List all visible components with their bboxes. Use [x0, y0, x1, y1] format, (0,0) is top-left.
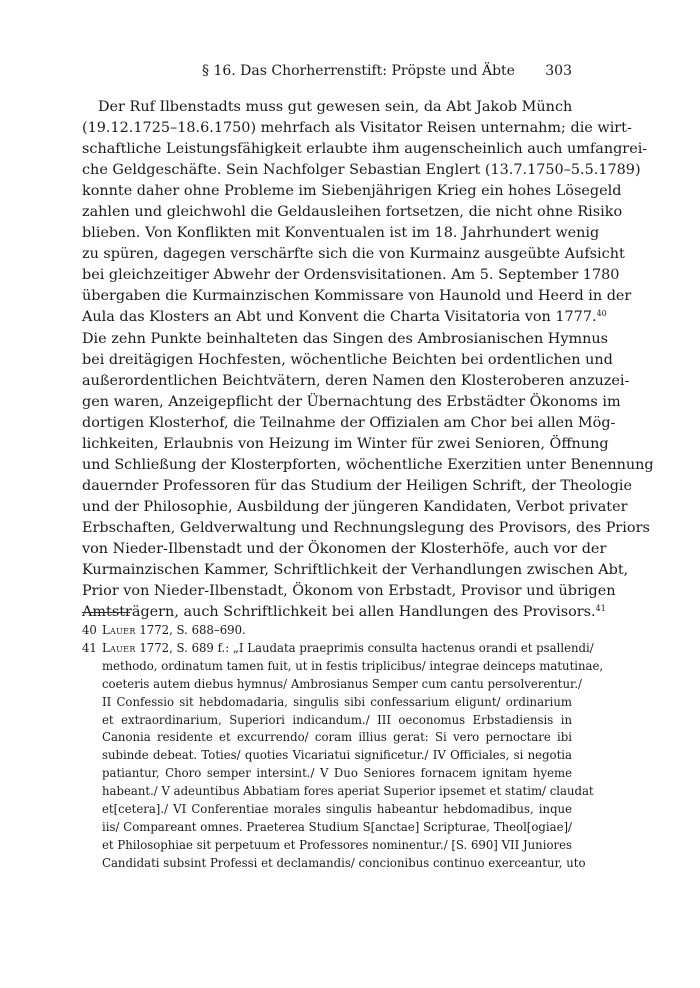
footnote-line: patiantur, Choro semper intersint./ V Duo Seniores fornacem ignitam hyeme: [102, 766, 572, 781]
text-line: übergaben die Kurmainzischen Kommissare von Haunold und Heerd in der: [82, 288, 632, 305]
footnote-separator: [82, 612, 130, 613]
footnote-line: Lauer 1772, S. 689 f.: „I Laudata praeprimis consulta hactenus orandi et psallendi/: [102, 640, 594, 655]
footnote-line: et Philosophiae sit perpetuum et Professores nominentur./ [S. 690] VII Juniores: [102, 837, 572, 852]
text-line: konnte daher ohne Probleme im Siebenjährigen Krieg ein hohes Lösegeld: [82, 183, 622, 200]
footnote-line: Candidati subsint Professi et declamandis/ concionibus continuo exerceantur, uto: [102, 855, 586, 870]
footnote-number: 41: [82, 640, 97, 655]
text-line: Die zehn Punkte beinhalteten das Singen des Ambrosianischen Hymnus: [82, 330, 609, 347]
author-name: Lauer: [102, 640, 136, 655]
footnote-line: II Confessio sit hebdomadaria, singulis sibi confessarium eligunt/ ordinarium: [102, 694, 572, 709]
footnote-ref-41: 41: [595, 604, 606, 614]
text-line: gen waren, Anzeigepflicht der Übernachtung des Erbstädter Ökonoms im: [82, 393, 621, 410]
text-line: Der Ruf Ilbenstadts muss gut gewesen sein, da Abt Jakob Münch: [98, 99, 573, 115]
text-line: che Geldgeschäfte. Sein Nachfolger Sebastian Englert (13.7.1750–5.5.1789): [82, 162, 641, 179]
text-line: schaftliche Leistungsfähigkeit erlaubte ihm augenscheinlich auch umfangrei-: [82, 141, 648, 158]
footnote-41: [82, 640, 604, 873]
text-line: Aula das Klosters an Abt und Konvent die Charta Visitatoria von 1777.: [82, 309, 597, 326]
footnote-line: coeteris autem diebus hymnus/ Ambrosianus Semper cum cantu persolverentur./: [102, 676, 582, 691]
footnotes: [82, 622, 604, 873]
footnote-line: et extraordinarium, Superiori indicandum./ III oeconomus Erbstadiensis in: [102, 712, 572, 727]
text-line: (19.12.1725–18.6.1750) mehrfach als Visitator Reisen unternahm; die wirt-: [82, 120, 632, 137]
footnote-line: iis/ Compareant omnes. Praeterea Studium S[anctae] Scripturae, Theol[ogiae]/: [102, 819, 572, 834]
text-line: Kurmainzischen Kammer, Schriftlichkeit der Verhandlungen zwischen Abt,: [82, 562, 629, 579]
text-line: lichkeiten, Erlaubnis von Heizung im Winter für zwei Senioren, Öffnung: [82, 435, 609, 452]
text-line: zu spüren, dagegen verschärfte sich die von Kurmainz ausgeübte Aufsicht: [82, 246, 625, 263]
text-line: bei dreitägigen Hochfesten, wöchentliche Beichten bei ordentlichen und: [82, 351, 613, 368]
footnote-ref-40: 40: [596, 309, 607, 319]
footnote-number: 40: [82, 623, 97, 637]
chapter-title: § 16. Das Chorherrenstift: Pröpste und Äbte: [202, 63, 515, 79]
text-line: von Nieder-Ilbenstadt und der Ökonomen der Klosterhöfe, auch vor der: [82, 540, 607, 557]
text-line: dortigen Klosterhof, die Teilnahme der Offizialen am Chor bei allen Mög-: [82, 414, 616, 431]
text-line-with-footnote: [82, 307, 607, 328]
footnote-line: methodo, ordinatum tamen fuit, ut in festis triplicibus/ integrae deinceps matutinae,: [102, 658, 604, 673]
text-line-with-footnote: [82, 602, 606, 623]
footnote-line: habeant./ V adeuntibus Abbatiam fores aperiat Superior ipsemet et statim/ claudat: [102, 784, 594, 799]
text-line: blieben. Von Konflikten mit Konventualen ist im 18. Jahrhundert wenig: [82, 225, 600, 242]
author-name: Lauer: [102, 623, 136, 637]
text-line: und der Philosophie, Ausbildung der jüngeren Kandidaten, Verbot privater: [82, 498, 628, 515]
footnote-line: subinde debeat. Toties/ quoties Vicariatui significetur./ IV Officiales, si negotia: [102, 748, 572, 763]
text-line: dauernder Professoren für das Studium der Heiligen Schrift, der Theologie: [82, 477, 633, 494]
text-line: zahlen und gleichwohl die Geldausleihen fortsetzen, die nicht ohne Risiko: [82, 204, 623, 221]
text-line: außerordentlichen Beichtvätern, deren Namen den Klosteroberen anzuzei-: [82, 372, 630, 389]
main-paragraph: [82, 97, 654, 623]
footnote-line: Lauer 1772, S. 688–690.: [102, 623, 246, 637]
text-line: bei gleichzeitiger Abwehr der Ordensvisitationen. Am 5. September 1780: [82, 267, 620, 284]
footnote-40: [82, 622, 572, 640]
footnote-line: Canonia residente et excurrendo/ coram illius gerat: Si vero pernoctare ibi: [102, 730, 572, 745]
page-number: 303: [545, 63, 572, 79]
text-line: Erbschaften, Geldverwaltung und Rechnungslegung des Provisors, des Priors: [82, 519, 650, 536]
text-line: Amtsträgern, auch Schriftlichkeit bei allen Handlungen des Provisors.: [82, 604, 596, 621]
text-line: und Schließung der Klosterpforten, wöchentliche Exerzitien unter Benennung: [82, 456, 654, 473]
text-line: Prior von Nieder-Ilbenstadt, Ökonom von Erbstadt, Provisor und übrigen: [82, 583, 616, 600]
footnote-line: et[cetera]./ VI Conferentiae morales singulis habeantur hebdomadibus, inque: [102, 802, 572, 817]
